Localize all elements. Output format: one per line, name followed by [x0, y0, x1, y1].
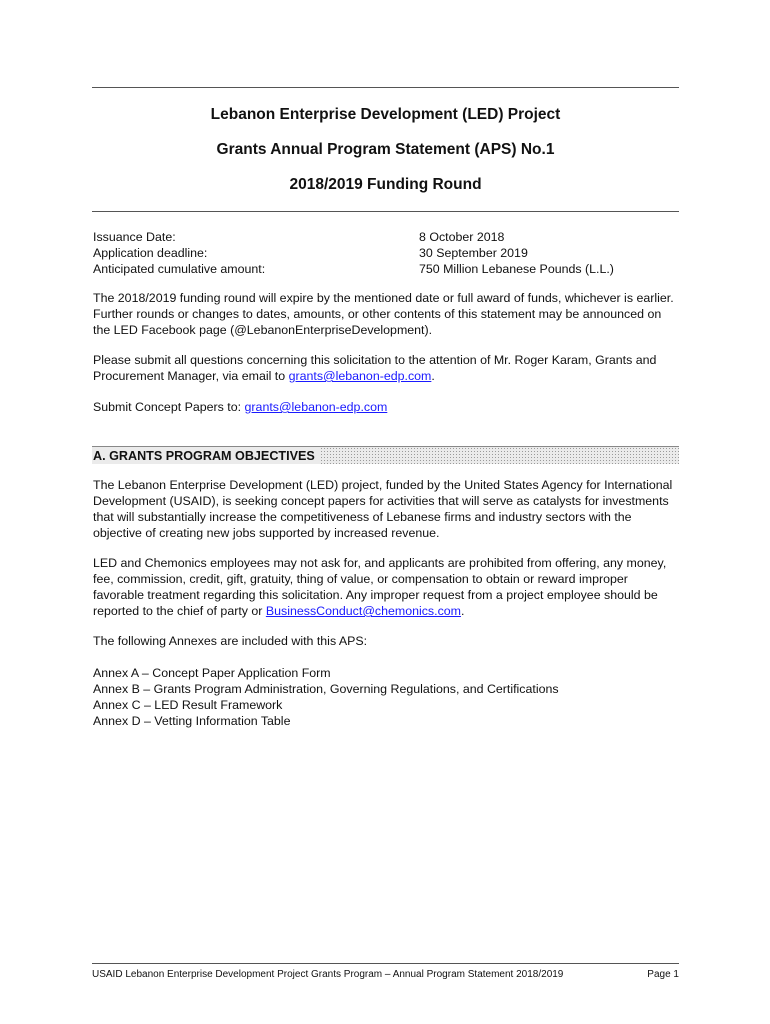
detail-label: Issuance Date:: [93, 230, 176, 244]
intro-paragraph-1: [93, 290, 679, 338]
section-a-bar: [92, 446, 679, 464]
annex-item: Annex D – Vetting Information Table: [93, 714, 291, 728]
conduct-paragraph: [93, 555, 679, 619]
page-footer: [92, 963, 679, 980]
page-number: Page 1: [647, 969, 679, 980]
detail-row: [93, 245, 679, 261]
detail-value: 30 September 2019: [419, 246, 528, 260]
detail-row: [93, 261, 679, 277]
submit-email-link[interactable]: grants@lebanon-edp.com: [244, 400, 388, 414]
submit-paragraph: [93, 399, 679, 415]
details-block: [93, 229, 679, 277]
detail-row: [93, 229, 679, 245]
contact-text: Please submit all questions concerning this solicitation to the attention of Mr. Roger Karam, Grants and Procurement Manager, via email to: [93, 353, 657, 383]
footer-text: USAID Lebanon Enterprise Development Project Grants Program – Annual Program Statement 2018/2019: [92, 969, 564, 980]
annexes-intro: [93, 633, 679, 649]
conduct-text: LED and Chemonics employees may not ask for, and applicants are prohibited from offering, any money, fee, commission, credit, gift, gratuity, thing of value, or compensation to obtain or reward improper favorable treatment regarding this solicitation. Any improper request from a project employee should be reported to the chief of party or: [93, 556, 667, 618]
objectives-paragraph: [93, 477, 679, 541]
intro-paragraph-2: [93, 352, 679, 384]
title-bottom-rule: [92, 211, 679, 212]
business-conduct-email-link[interactable]: BusinessConduct@chemonics.com: [265, 604, 461, 618]
annex-item: Annex A – Concept Paper Application Form: [93, 666, 331, 680]
conduct-text-block: [93, 555, 679, 619]
document-title: Lebanon Enterprise Development (LED) Project: [210, 106, 561, 123]
annex-item: Annex C – LED Result Framework: [93, 698, 283, 712]
section-a-heading: A. GRANTS PROGRAM OBJECTIVES: [92, 447, 319, 464]
contact-paragraph: [93, 352, 679, 384]
detail-value: 8 October 2018: [419, 230, 505, 244]
annexes-intro-text: The following Annexes are included with this APS:: [93, 634, 368, 648]
intro-paragraph-3: [93, 399, 679, 415]
document-subtitle: Grants Annual Program Statement (APS) No.1: [216, 141, 555, 158]
detail-label: Anticipated cumulative amount:: [93, 262, 266, 276]
grants-email-link[interactable]: grants@lebanon-edp.com: [288, 369, 432, 383]
conduct-suffix: .: [460, 604, 465, 618]
annex-list: [93, 665, 679, 729]
detail-value: 750 Million Lebanese Pounds (L.L.): [419, 262, 614, 276]
funding-round-title: 2018/2019 Funding Round: [289, 176, 482, 193]
submit-text: Submit Concept Papers to:: [93, 400, 245, 414]
annex-item: Annex B – Grants Program Administration, Governing Regulations, and Certifications: [93, 682, 559, 696]
top-rule: [92, 87, 679, 88]
detail-label: Application deadline:: [93, 246, 208, 260]
objectives-text: The Lebanon Enterprise Development (LED) project, funded by the United States Agency for International Development (USAID), is seeking concept papers for activities that will serve as catalysts for investments that will substantially increase the competitiveness of Lebanese firms and industry sectors with the objective of creating new jobs supported by increased revenue.: [93, 478, 673, 540]
contact-suffix: .: [431, 369, 435, 383]
intro-text: The 2018/2019 funding round will expire by the mentioned date or full award of funds, whichever is earlier. Further rounds or changes to dates, amounts, or other contents of this statement may be announced on the LED Facebook page (@LebanonEnterpriseDevelopment).: [93, 291, 674, 337]
